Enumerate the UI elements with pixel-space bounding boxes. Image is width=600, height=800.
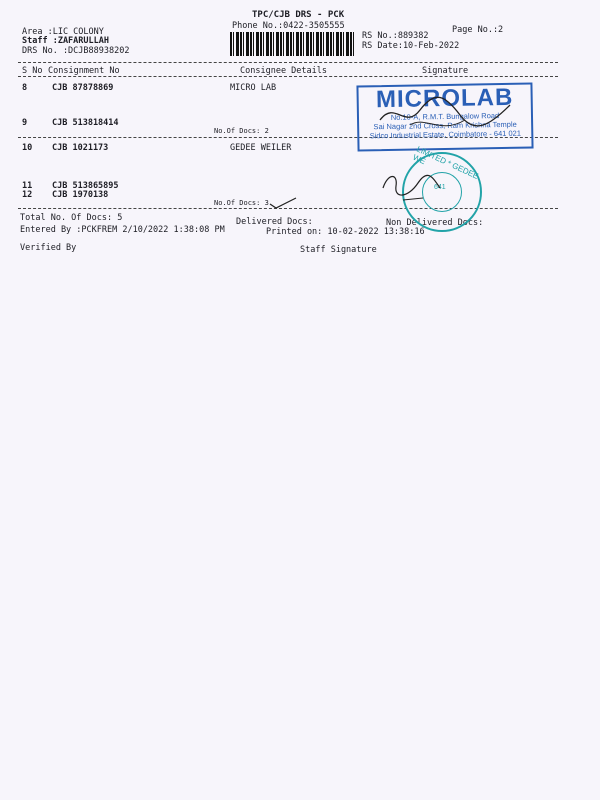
area-label: Area :LIC COLONY	[22, 27, 104, 37]
row-consignee: GEDEE WEILER	[230, 143, 292, 153]
rs-date: RS Date:10-Feb-2022	[362, 41, 460, 51]
staff-label: Staff :ZAFARULLAH	[22, 36, 109, 46]
divider	[18, 76, 558, 77]
rs-number: RS No.:889382	[362, 31, 429, 41]
stamp-address-line: No.10-A, R.M.T. Bungalow Road	[390, 111, 500, 122]
non-delivered-docs: Non Delivered Docs:	[386, 218, 484, 228]
column-header-consignment: Consignment No	[48, 66, 120, 76]
barcode-image	[230, 32, 354, 56]
printed-on: Printed on: 10-02-2022 13:38:16	[266, 227, 425, 237]
tick-mark-icon	[268, 196, 298, 210]
row-consignment: CJB 1970138	[52, 190, 109, 200]
phone-number: Phone No.:0422-3505555	[232, 21, 345, 31]
row-sno: 12	[22, 190, 33, 200]
row-sno: 10	[22, 143, 33, 153]
divider	[18, 62, 558, 63]
stamp-address-line: Sai Nagar 2nd Cross, Ram Krishna Temple	[373, 119, 517, 132]
page-number: Page No.:2	[452, 25, 504, 35]
row-sno: 9	[22, 118, 28, 128]
row-consignee: MICRO LAB	[230, 83, 277, 93]
entered-by: Entered By :PCKFREM 2/10/2022 1:38:08 PM	[20, 225, 225, 235]
row-consignment: CJB 513818414	[52, 118, 119, 128]
row-consignment: CJB 87878869	[52, 83, 114, 93]
total-docs: Total No. Of Docs: 5	[20, 213, 123, 223]
verified-by: Verified By	[20, 243, 77, 253]
staff-signature: Staff Signature	[300, 245, 377, 255]
stamp-address-line: Sidco Industrial Estate, Coimbatore - 641 021	[369, 128, 522, 141]
handwritten-signature	[370, 90, 520, 140]
handwritten-signature	[378, 168, 448, 208]
delivered-docs: Delivered Docs:	[236, 217, 313, 227]
stamp-number: 641	[434, 184, 446, 191]
stamp-company-name: MICROLAB	[375, 83, 514, 114]
row-consignment: CJB 513865895	[52, 181, 119, 191]
column-header-sno: S No	[22, 66, 43, 76]
column-header-signature: Signature	[422, 66, 469, 76]
column-header-consignee: Consignee Details	[240, 66, 327, 76]
row-consignment: CJB 1021173	[52, 143, 109, 153]
drs-number: DRS No. :DCJB88938202	[22, 46, 130, 56]
row-sno: 8	[22, 83, 28, 93]
stamp-ring-text: LIMITED * GEDEE WE	[411, 144, 480, 181]
report-title: TPC/CJB DRS - PCK	[252, 10, 345, 20]
row-sno: 11	[22, 181, 33, 191]
group-docs-count: No.Of Docs: 2	[214, 127, 269, 135]
group-docs-count: No.Of Docs: 3	[214, 199, 269, 207]
